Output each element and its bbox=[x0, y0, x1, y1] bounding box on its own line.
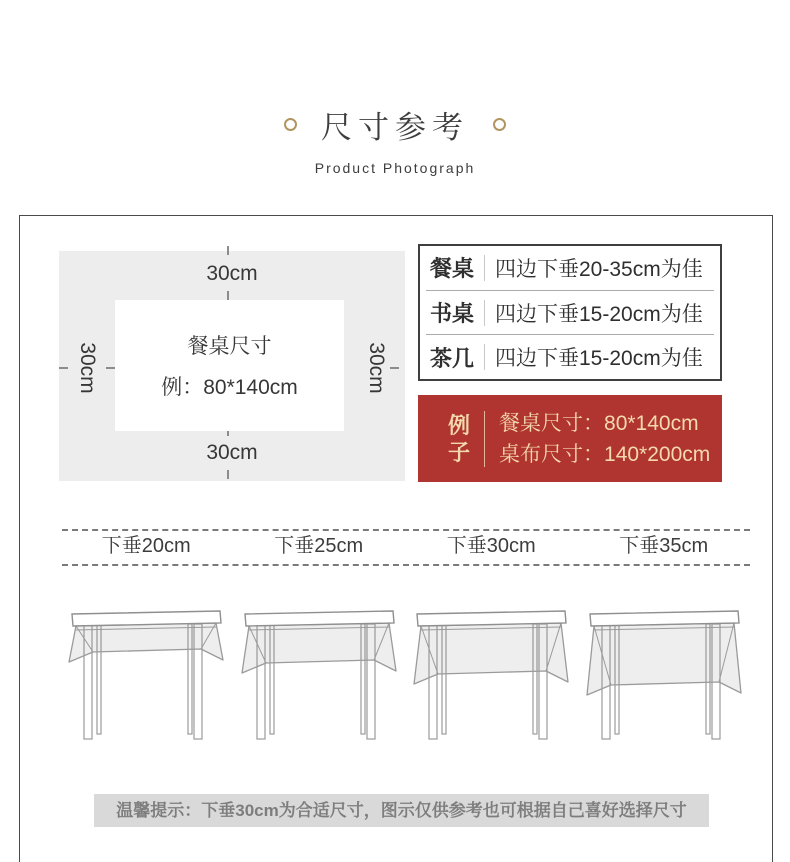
row-label: 餐桌 bbox=[429, 256, 474, 282]
table-illustration bbox=[233, 604, 406, 754]
table-illustration bbox=[60, 604, 233, 754]
page-subtitle: Product Photograph bbox=[314, 160, 476, 176]
example-label bbox=[448, 412, 470, 466]
tip-bar: 温馨提示：下垂30cm为合适尺寸，图示仅供参考也可根据自己喜好选择尺寸 bbox=[94, 794, 709, 827]
tick-mark bbox=[227, 291, 229, 300]
tablecloth-diagram bbox=[59, 251, 405, 481]
tick-mark bbox=[59, 367, 68, 369]
tick-mark bbox=[390, 367, 399, 369]
example-label-char: 例 bbox=[448, 412, 471, 438]
divider bbox=[484, 411, 485, 467]
tick-mark bbox=[227, 470, 229, 479]
ring-ornament-icon bbox=[493, 118, 506, 131]
title-row bbox=[0, 102, 790, 147]
row-label: 书桌 bbox=[429, 301, 474, 326]
dashed-line bbox=[62, 564, 750, 566]
recommended-drop-table bbox=[418, 244, 722, 381]
page-title: 尺寸参考 bbox=[321, 110, 469, 145]
table-size-rect bbox=[115, 300, 344, 431]
table-row bbox=[420, 335, 720, 379]
example-lines bbox=[499, 408, 710, 470]
table-illustrations-row bbox=[60, 604, 750, 754]
drop-label: 下垂35cm bbox=[619, 535, 709, 557]
dimension-label-bottom: 30cm bbox=[206, 441, 258, 464]
dimension-label-left: 30cm bbox=[76, 342, 99, 394]
drop-label: 下垂30cm bbox=[446, 535, 536, 557]
dimension-label-right: 30cm bbox=[365, 342, 388, 394]
row-desc: 四边下垂15-20cm为佳 bbox=[495, 347, 703, 371]
table-size-title: 餐桌尺寸 bbox=[187, 335, 272, 358]
drop-label: 下垂25cm bbox=[274, 535, 364, 557]
tick-mark bbox=[106, 367, 115, 369]
row-desc: 四边下垂20-35cm为佳 bbox=[495, 257, 703, 281]
example-line-cloth: 桌布尺寸：140*200cm bbox=[499, 442, 711, 466]
table-row bbox=[420, 246, 720, 290]
table-size-example: 例：80*140cm bbox=[161, 376, 298, 399]
example-line-table: 餐桌尺寸：80*140cm bbox=[499, 411, 699, 435]
row-label: 茶几 bbox=[429, 345, 474, 371]
table-illustration bbox=[578, 604, 751, 754]
dimension-label-top: 30cm bbox=[206, 262, 258, 285]
tick-mark bbox=[227, 246, 229, 255]
row-desc: 四边下垂15-20cm为佳 bbox=[495, 302, 703, 326]
ring-ornament-icon bbox=[284, 118, 297, 131]
example-box bbox=[418, 395, 722, 482]
table-row bbox=[420, 291, 720, 335]
example-label-char: 子 bbox=[448, 439, 471, 465]
content-box bbox=[19, 215, 773, 862]
dashed-line bbox=[62, 529, 750, 531]
drop-label: 下垂20cm bbox=[101, 535, 191, 557]
header bbox=[0, 102, 790, 176]
drop-labels-row bbox=[60, 533, 750, 560]
table-illustration bbox=[405, 604, 578, 754]
